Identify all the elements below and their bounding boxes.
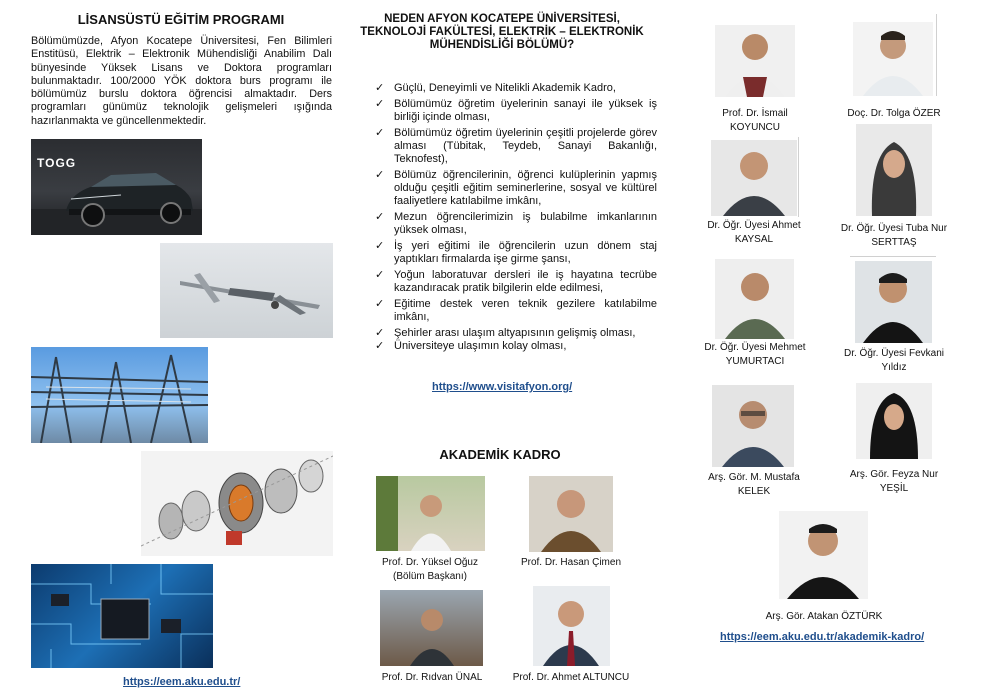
staff-photo [853,22,933,96]
check-icon: ✓ [375,211,385,223]
reasons-list [374,82,657,356]
list-item: ✓ İş yeri eğitimi ile öğrencilerin uzun dönem staj yaptıkları firmalarda işe girme şansı, [375,240,657,265]
staff-name: Dr. Öğr. Üyesi Mehmet YUMURTACI [704,342,806,367]
postgrad-paragraph: Bölümümüzde, Afyon Kocatepe Üniversitesi, Fen Bilimleri Enstitüsü, Elektrik – Elektronik Mühendisliği Anabilim Dalı bünyesinde Yüksek Lisans ve Doktora programları bulunmaktadır. 100/2000 YÖK doktora burs programı ile bölümümüz burslu doktora öğrencisi almaktadır. Ders programları günümüz teknolojik gelişmeleri ışığında hazırlanmakta ve güncellenmektedir. [31,35,332,127]
list-item: ✓ Mezun öğrencilerimizin iş bulabilme imkanlarının yüksek olması, [375,211,657,236]
staff-name: Prof. Dr. İsmail KOYUNCU [722,108,788,133]
staff-photo [380,590,483,666]
check-icon: ✓ [375,82,385,94]
check-icon: ✓ [375,169,385,181]
staff-name: Doç. Dr. Tolga ÖZER [847,108,941,119]
staff-name: Prof. Dr. Hasan Çimen [520,557,622,568]
list-item: ✓ Bölümümüz öğretim üyelerinin çeşitli projelerde görev alması (Tübitak, Teydeb, Sanayi Bakanlığı, Teknofest), [375,127,657,165]
eem-website-link[interactable]: https://eem.aku.edu.tr/ [123,676,241,688]
check-icon: ✓ [375,298,385,310]
list-item: ✓ Bölümümüz öğretim üyelerinin sanayi ile yüksek iş birliği içinde olması, [375,98,657,123]
check-icon: ✓ [375,240,385,252]
staff-photo [529,476,613,552]
list-item: ✓ Güçlü, Deneyimli ve Nitelikli Akademik Kadro, [375,82,616,94]
list-item: ✓ Üniversiteye ulaşımın kolay olması, [375,340,567,352]
staff-name: Arş. Gör. Atakan ÖZTÜRK [765,611,883,622]
staff-photo [856,383,932,459]
staff-photo [711,140,797,216]
togg-car-photo [31,139,202,235]
check-icon: ✓ [375,269,385,281]
substation-photo [31,347,208,443]
academic-staff-link[interactable]: https://eem.aku.edu.tr/akademik-kadro/ [720,631,925,643]
divider [850,256,936,257]
staff-photo [715,259,794,339]
divider [798,137,799,217]
staff-photo [855,261,932,343]
staff-name: Dr. Öğr. Üyesi Ahmet KAYSAL [707,220,801,245]
check-icon: ✓ [375,327,385,339]
staff-name: Prof. Dr. Yüksel Oğuz (Bölüm Başkanı) [382,557,478,582]
staff-photo [376,476,485,551]
motor-parts-photo [141,451,333,556]
togg-logo: TOGG [37,156,77,170]
staff-photo [856,124,932,216]
staff-photo [779,511,868,599]
list-item: ✓ Eğitime destek veren teknik gezilere katılabilme imkânı, [375,298,657,323]
staff-name: Prof. Dr. Rıdvan ÜNAL [381,672,483,683]
postgrad-title: LİSANSÜSTÜ EĞİTİM PROGRAMI [77,12,285,27]
staff-name: Prof. Dr. Ahmet ALTUNCU [512,672,630,683]
divider [936,14,937,96]
list-item: ✓ Bölümüz öğrencilerinin, öğrenci kulüplerinin yapmış olduğu çeşitli eğitim seminerlerine, sosyal ve kültürel faaliyetlere katılabilme imkânı, [375,169,657,207]
why-akm-title: NEDEN AFYON KOCATEPE ÜNİVERSİTESİ, TEKNOLOJİ FAKÜLTESİ, ELEKTRİK – ELEKTRONİK MÜHENDİSLİĞİ BÖLÜMÜ? [360,13,644,51]
visitafyon-link[interactable]: https://www.visitafyon.org/ [432,381,573,393]
staff-name: Dr. Öğr. Üyesi Tuba Nur SERTTAŞ [840,223,948,248]
check-icon: ✓ [375,340,385,352]
list-item: ✓ Yoğun laboratuvar dersleri ile iş hayatına tecrübe kazandıracak pratik bilgilerin elde edilmesi, [375,269,657,294]
staff-name: Arş. Gör. M. Mustafa KELEK [708,472,800,497]
drone-photo [160,243,333,338]
academic-staff-title: AKADEMİK KADRO [439,447,561,462]
staff-name: Arş. Gör. Feyza Nur YEŞİL [849,469,939,494]
staff-photo [715,25,795,97]
staff-photo [533,586,610,666]
staff-photo [712,385,794,467]
check-icon: ✓ [375,98,385,110]
staff-name: Dr. Öğr. Üyesi Fevkani Yıldız [843,348,945,373]
circuit-board-photo [31,564,213,668]
check-icon: ✓ [375,127,385,139]
list-item: ✓ Şehirler arası ulaşım altyapısının gelişmiş olması, [375,327,636,339]
